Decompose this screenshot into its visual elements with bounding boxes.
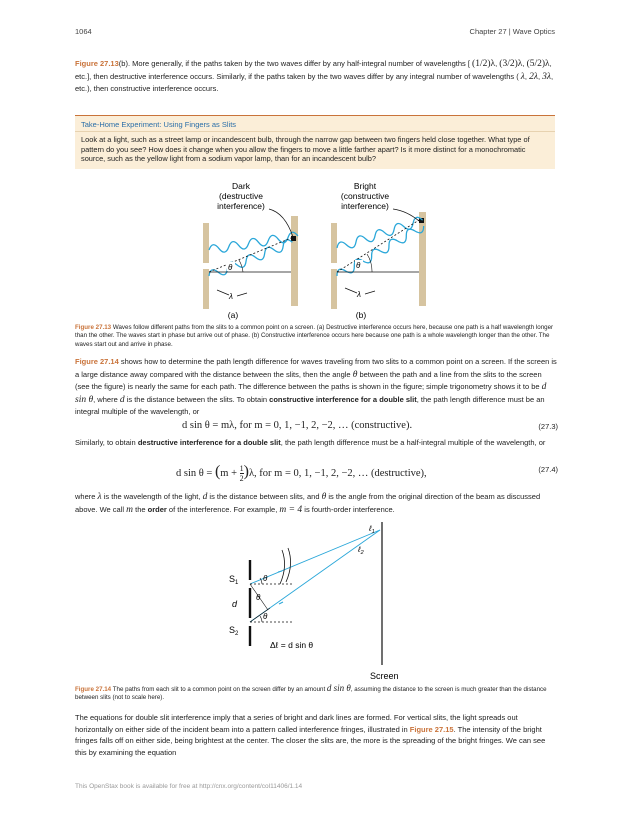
l1-label: ℓ$_1$ — [369, 524, 375, 535]
wave-path-2 — [335, 222, 426, 280]
footer: This OpenStax book is available for free at http://cnx.org/content/col11406/1.14 — [75, 783, 303, 790]
panel-a-label: (a) — [227, 310, 239, 320]
take-home-body: Look at a light, such as a street lamp or incandescent bulb, through the narrow gap between two fingers held close together. What type of pattern do you see? How does it change when you allow the fingers to move a little farther apart? Is it more distinct for a monochromatic source, such as the yellow light from a sodium vapor lamp, than for an incandescent bulb? — [81, 135, 530, 164]
label-pointer — [269, 209, 293, 237]
slit-barrier-bottom — [203, 269, 209, 309]
d-label: d — [232, 599, 238, 609]
break-marks — [280, 548, 291, 584]
page-number: 1064 — [75, 27, 92, 36]
dashed-ray — [209, 238, 291, 272]
screen-b — [419, 212, 426, 306]
screen-label: Screen — [370, 671, 399, 681]
lambda-label: λ — [357, 290, 361, 299]
slit-barrier-top — [331, 223, 337, 263]
wave-path-2 — [207, 238, 294, 280]
theta-label-top: θ — [263, 574, 268, 583]
figure-27-14-diagram — [220, 520, 410, 683]
figure-ref[interactable]: Figure 27.13 — [75, 324, 112, 331]
chapter-title: Chapter 27 | Wave Optics — [469, 27, 555, 36]
svg-text:interference): interference) — [341, 201, 389, 211]
theta-label-mid: θ — [256, 593, 261, 602]
lambda-label: λ — [229, 292, 233, 301]
equation-number: (27.4) — [538, 465, 558, 474]
paragraph-3: Similarly, to obtain destructive interference for a double slit, the path length difference must be a half-integral multiple of the wavelength, or — [75, 438, 546, 447]
wave-path-1 — [208, 231, 298, 254]
s2-label: $S_2$ — [229, 625, 239, 637]
panel-b-label: (b) — [355, 310, 367, 320]
equation-27-3: d sin θ = mλ, for m = 0, 1, −1, 2, −2, … (constructive). — [182, 420, 413, 431]
paragraph-5: The equations for double slit interference imply that a series of bright and dark lines are formed. For vertical slits, the light spreads out horizontally on either side of the incident beam into a pattern called interference fringes, illustrated in Figure 27.15. The intensity of the bright fringes falls off on either side, being brightest at the center. The closer the slits are, the more is the spreading of the bright fringes. We can see this by examining the equation — [75, 713, 546, 757]
theta-label: θ — [356, 261, 361, 270]
slit-barrier-top — [203, 223, 209, 263]
l2-label: ℓ$_2$ — [358, 545, 364, 556]
svg-text:Dark: Dark — [232, 181, 250, 191]
paragraph-4: where λ is the wavelength of the light, d is the distance between slits, and θ is the angle from the original direction of the beam as discussed above. We call m the order of the interference. For example, m = 4 is fourth-order interference. — [75, 492, 541, 515]
slit-barrier-bottom — [331, 269, 337, 309]
figure-27-14-caption: Figure 27.14 The paths from each slit to a common point on the screen differ by an amount d sin θ, assuming the distance to the screen is much greater than the distance between slits (not to scale here). — [75, 683, 547, 702]
figure-ref[interactable]: Figure 27.13 — [75, 59, 119, 68]
panel-a — [203, 181, 299, 320]
panel-b — [331, 181, 426, 320]
take-home-experiment-box — [75, 115, 555, 169]
paragraph-2: Figure 27.14 shows how to determine the path length difference for waves traveling from two slits to a common point on a screen. If the screen is a large distance away compared with the distance between the slits, then the angle θ between the path and a line from the slits to the screen (see the figure) is nearly the same for each path. The difference between the paths is shown in the figure; simple trigonometry shows it to be d sin θ, where d is the distance between the slits. To obtain constructive interference for a double slit, the path length difference must be an integral multiple of the wavelength, or — [75, 357, 557, 417]
svg-text:Bright: Bright — [353, 181, 377, 191]
path-difference-label: Δℓ = d sin θ — [270, 640, 314, 650]
equation-27-4: d sin θ = (m + $\frac{1}{2}$ )λ, for m = 0, 1, −1, 2, −2, … (destructive), — [176, 463, 427, 484]
figure-27-13-diagram — [195, 178, 445, 322]
take-home-title: Take-Home Experiment: Using Fingers as Slits — [75, 116, 555, 132]
dark-point — [291, 236, 296, 241]
equation-number: (27.3) — [538, 422, 558, 431]
theta-label-bottom: θ — [263, 612, 268, 621]
svg-text:(destructive: (destructive — [219, 191, 263, 201]
wave-path-1 — [336, 216, 424, 252]
figure-27-13-caption: Figure 27.13 Waves follow different paths from the slits to a common point on a screen. (a) Destructive interference occurs here, because one path is a half wavelength longer than the other. The waves start in phase but arrive out of phase. (b) Constructive interference occurs here because one path is a whole wavelength longer than the other. The waves start out and arrive in phase. — [75, 324, 554, 348]
svg-text:(constructive: (constructive — [340, 191, 390, 201]
figure-ref[interactable]: Figure 27.14 — [75, 357, 119, 366]
svg-text:interference): interference) — [217, 201, 265, 211]
figure-ref[interactable]: Figure 27.14 — [75, 686, 112, 693]
theta-label: θ — [228, 263, 233, 272]
s1-label: $S_1$ — [229, 574, 239, 586]
screen-a — [291, 216, 298, 306]
paragraph-1: Figure 27.13(b). More generally, if the paths taken by the two waves differ by any half-integral number of wavelengths [ (1/2)λ, (3/2)λ, (5/2)λ, etc.], then destructive interference occurs. Similarly, if the paths taken by the two waves differ by any integral number of wavelengths ( λ, 2λ, 3λ, etc.), then constructive interference occurs. — [75, 59, 554, 94]
dashed-ray — [337, 220, 419, 272]
figure-ref[interactable]: Figure 27.15 — [409, 724, 454, 734]
